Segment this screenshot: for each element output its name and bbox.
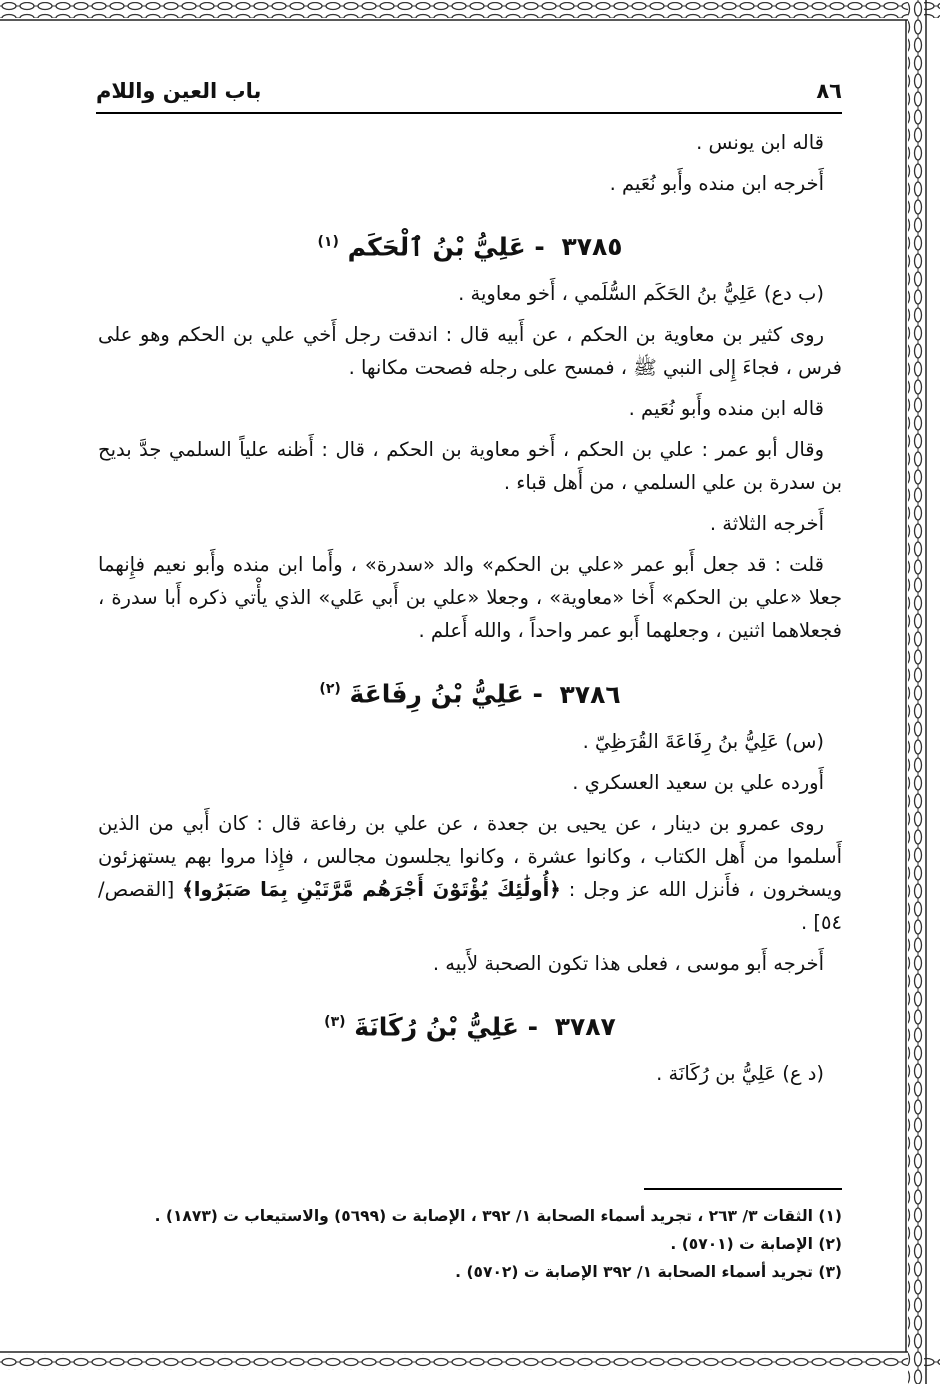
footnote: (٣) تجريد أسماء الصحابة ١/ ٣٩٢ الإصابة ت (٥٧٠٢) . xyxy=(455,1263,842,1281)
narration-text: روى عمرو بن دينار ، عن يحيى بن جعدة ، عن علي بن رفاعة قال : كان أَبي من الذين أَسلموا من أَهل الكتاب ، وكانوا عشرة ، وكانوا يجلسون مجالس ، فإِذا مروا بهم يستهزئون ويسخرون ، فأَنزل الله عز وجل : xyxy=(98,811,843,901)
verse-reference: [القصص/ ٥٤] . xyxy=(98,877,842,934)
entry-paragraph: قلت : قد جعل أَبو عمر «علي بن الحكم» والد «سدرة» ، وأَما ابن منده وأَبو نعيم فإِنهما جعلا «علي بن الحكم» أَخا «معاوية» ، وجعلا «علي بن أَبي عَلي» الذي يأْتي ذكره أَبا سدرة ، فجعلاهما اثنين ، وجعلهما أَبو عمر واحداً ، والله أَعلم . xyxy=(98,553,842,643)
entry-heading xyxy=(98,1004,842,1045)
entry-paragraph: وقال أبو عمر : علي بن الحكم ، أَخو معاوية بن الحكم ، قال : أَظنه علياً السلمي جدَّ بديح بن سدرة بن علي السلمي ، من أَهل قباء . xyxy=(98,438,842,495)
running-header xyxy=(96,70,842,114)
main-text xyxy=(98,126,842,1098)
entry-number: ٣٧٨٥ xyxy=(561,232,623,262)
footnote: (١) الثقات ٣/ ٢٦٣ ، تجريد أسماء الصحابة ١/ ٣٩٢ ، الإصابة ت (٥٦٩٩) والاستيعاب ت (١٨٧٣) . xyxy=(154,1207,842,1225)
intro-line: أَخرجه ابن منده وأَبو نُعَيم . xyxy=(609,172,824,195)
entry-line: قاله ابن منده وأَبو نُعَيم . xyxy=(628,397,824,421)
entry-line: أَخرجه الثلاثة . xyxy=(709,512,824,536)
entry-number: ٣٧٨٦ xyxy=(559,679,621,709)
intro-line: قاله ابن يونس . xyxy=(696,131,824,154)
entry-line: (س) عَلِيُّ بنُ رِفَاعَةَ القُرَظِيّ . xyxy=(582,729,824,753)
entry-name: - عَلِيُّ بْنُ رُكَانَةَ xyxy=(354,1011,539,1041)
entry-paragraph xyxy=(98,807,842,939)
footnotes xyxy=(98,1202,842,1286)
footnote-ref: (٢) xyxy=(319,681,341,698)
entry-name: - عَلِيُّ بْنُ ٱلْحَكَم xyxy=(347,232,545,262)
entry-line: أَورده علي بن سعيد العسكري . xyxy=(572,770,824,794)
footnote-ref: (٣) xyxy=(324,1013,346,1030)
footnote-divider xyxy=(644,1188,842,1190)
entry-number: ٣٧٨٧ xyxy=(554,1011,616,1041)
entry-line: أَخرجه أَبو موسى ، فعلى هذا تكون الصحبة لأَبيه . xyxy=(432,951,824,975)
entry-name: - عَلِيُّ بْنُ رِفَاعَةَ xyxy=(349,679,543,709)
quran-verse: ﴿أُولَٰئِكَ يُؤْتَوْنَ أَجْرَهُم مَّرَّتَيْنِ بِمَا صَبَرُوا﴾ xyxy=(182,877,561,901)
page xyxy=(36,40,904,1340)
entry-line: (د ع) عَلِيُّ بن رُكَانَة . xyxy=(656,1061,824,1085)
entry-line: (ب دع) عَلِيُّ بنُ الحَكَم السُّلَمي ، أَخو معاوية . xyxy=(458,282,824,306)
entry-paragraph: روى كثير بن معاوية بن الحكم ، عن أَبيه قال : اندقت رجل أَخي علي بن الحكم وهو على فرس ، فجاءَ إِلى النبي ﷺ ، فمسح على رجله فصحت مكانها . xyxy=(98,323,842,380)
entry-heading xyxy=(98,671,842,712)
footnote-ref: (١) xyxy=(317,234,339,250)
chapter-title: باب العين واللام xyxy=(96,79,262,103)
footnote: (٢) الإصابة ت (٥٧٠١) . xyxy=(670,1235,842,1253)
page-number: ٨٦ xyxy=(816,79,842,103)
entry-heading xyxy=(98,224,842,265)
